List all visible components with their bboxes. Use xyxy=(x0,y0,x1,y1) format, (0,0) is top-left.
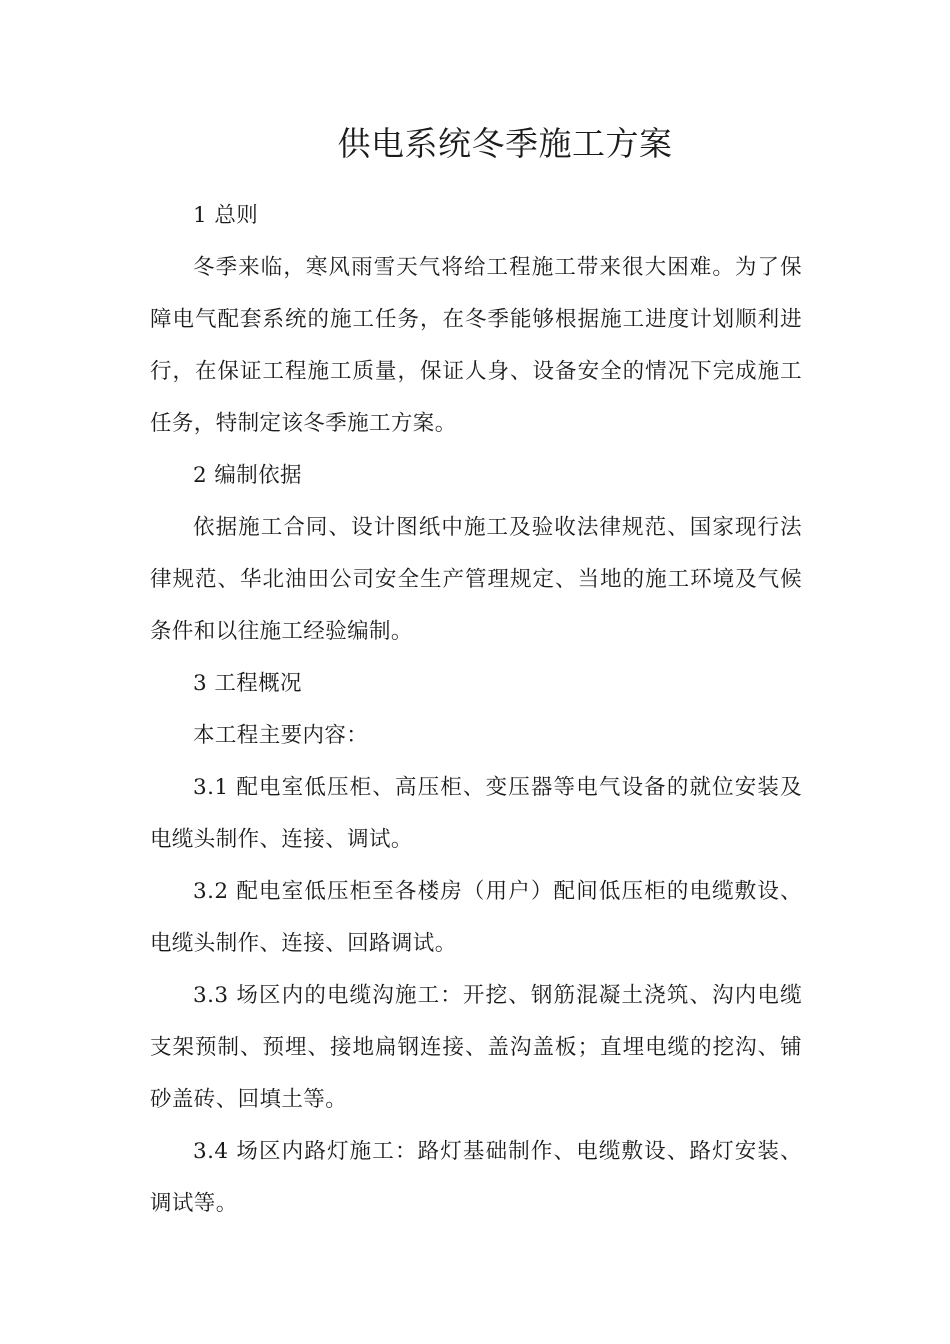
section-heading-general: 1 总则 xyxy=(193,203,259,228)
section-heading-overview: 3 工程概况 xyxy=(193,671,302,696)
paragraph-general: 冬季来临，寒风雨雪天气将给工程施工带来很大困难。为了保障电气配套系统的施工任务，在冬季能够根据施工进度计划顺利进行，在保证工程施工质量，保证人身、设备安全的情况下完成施工任务，特制定该冬季施工方案。 xyxy=(150,255,802,436)
paragraph-item-3-1: 3.1 配电室低压柜、高压柜、变压器等电气设备的就位安装及电缆头制作、连接、调试。 xyxy=(150,775,802,852)
paragraph-item-3-4: 3.4 场区内路灯施工：路灯基础制作、电缆敷设、路灯安装、调试等。 xyxy=(150,1139,802,1216)
paragraph-item-3-2: 3.2 配电室低压柜至各楼房（用户）配间低压柜的电缆敷设、电缆头制作、连接、回路调试。 xyxy=(150,879,802,956)
document-title: 供电系统冬季施工方案 xyxy=(337,124,673,163)
paragraph-basis: 依据施工合同、设计图纸中施工及验收法律规范、国家现行法律规范、华北油田公司安全生产管理规定、当地的施工环境及气候条件和以往施工经验编制。 xyxy=(150,515,802,644)
paragraph-item-3-3: 3.3 场区内的电缆沟施工：开挖、钢筋混凝土浇筑、沟内电缆支架预制、预埋、接地扁钢连接、盖沟盖板；直埋电缆的挖沟、铺砂盖砖、回填土等。 xyxy=(150,983,802,1112)
paragraph-overview-intro: 本工程主要内容： xyxy=(193,723,369,748)
section-heading-basis: 2 编制依据 xyxy=(193,463,302,488)
